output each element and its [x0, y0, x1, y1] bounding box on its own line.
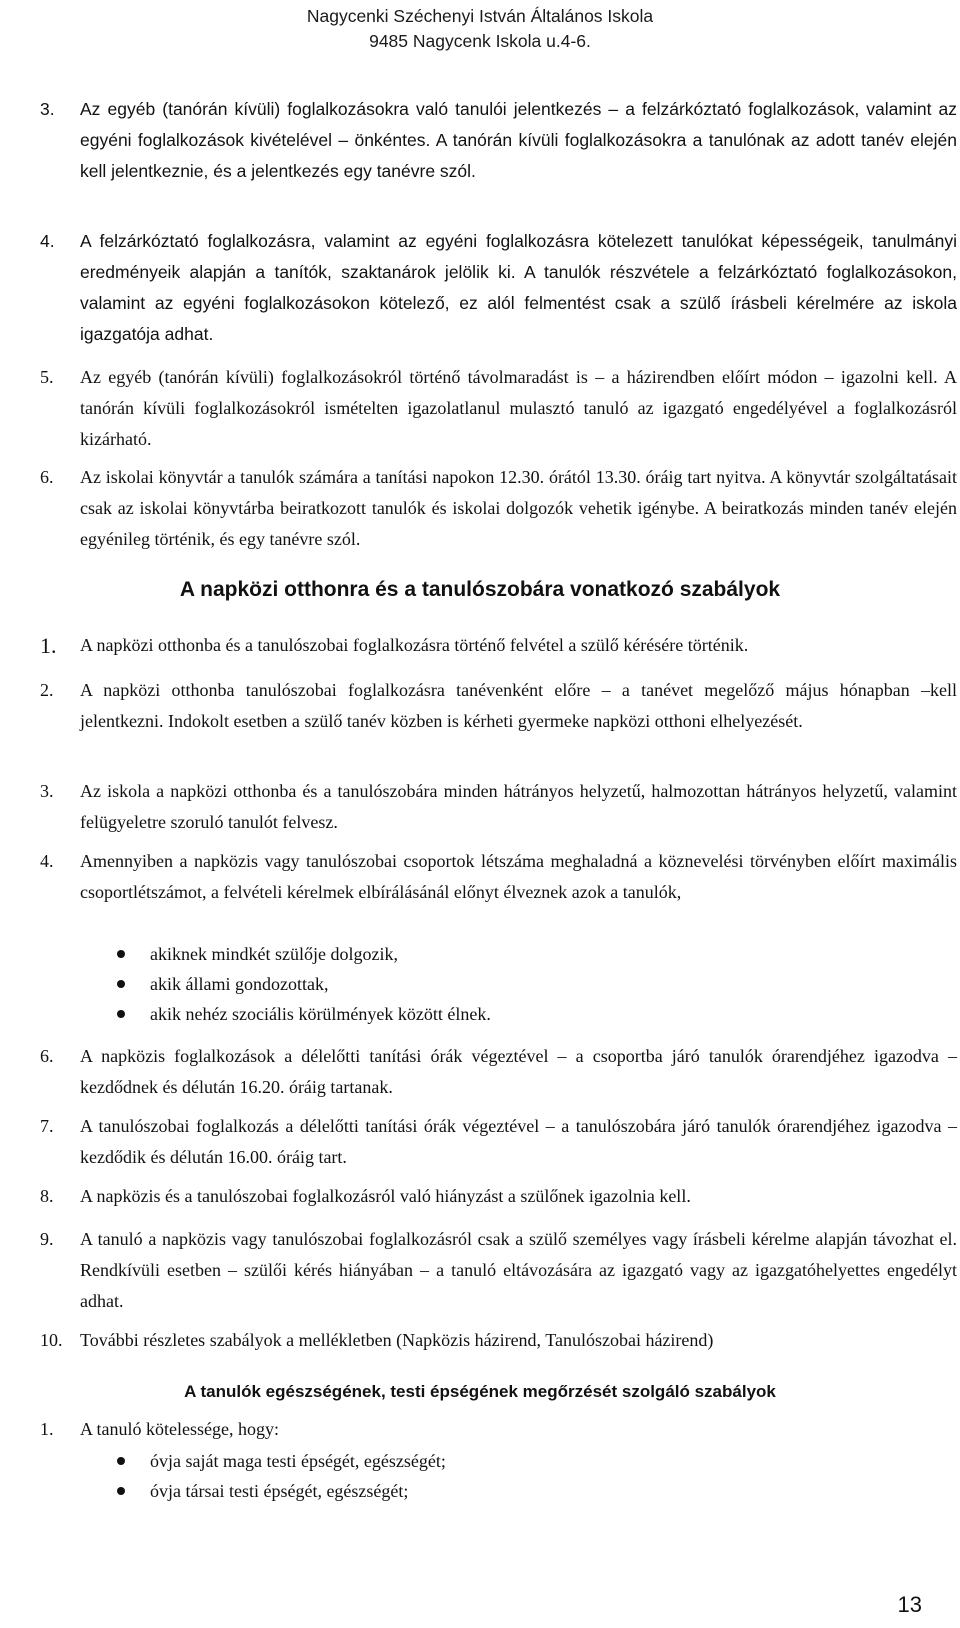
item-number: 10.	[40, 1330, 63, 1350]
item-number: 1.	[40, 633, 57, 658]
item-text: Az egyéb (tanórán kívüli) foglalkozásokra való tanulói jelentkezés – a felzárkóztató foglalkozások, valamint az egyéni foglalkozások kivételével – önkéntes. A tanórán kívüli foglalkozásokra a tanulónak az adott tanév elején kell jelentkeznie, és a jelentkezés egy tanévre szól.	[80, 99, 957, 181]
section-heading: A tanulók egészségének, testi épségének megőrzését szolgáló szabályok	[184, 1382, 776, 1401]
item-number: 1.	[40, 1419, 54, 1439]
item-text: További részletes szabályok a mellékletben (Napközis házirend, Tanulószobai házirend)	[80, 1330, 714, 1350]
section-heading: A napközi otthonra és a tanulószobára vonatkozó szabályok	[179, 578, 781, 601]
bullet-icon	[117, 1487, 125, 1495]
item-number: 8.	[40, 1186, 54, 1206]
item-number: 6.	[40, 467, 54, 487]
item-text: A tanuló kötelessége, hogy:	[80, 1419, 279, 1439]
bullet-icon	[117, 980, 125, 988]
school-name: Nagycenki Széchenyi István Általános Iskola	[306, 6, 654, 26]
bullet-text: óvja saját maga testi épségét, egészségét;	[150, 1451, 446, 1471]
item-text: A tanuló a napközis vagy tanulószobai foglalkozásról csak a szülő személyes vagy írásbeli kérelme alapján távozhat el. Rendkívüli esetben – szülői kérés hiányában – a tanuló eltávozására az igazgató vagy az igazgatóhelyettes engedélyt adhat.	[80, 1229, 957, 1311]
item-text: Az iskolai könyvtár a tanulók számára a tanítási napokon 12.30. órától 13.30. óráig tart nyitva. A könyvtár szolgáltatásait csak az iskolai könyvtárba beiratkozott tanulók és iskolai dolgozók vehetik igénybe. A beiratkozás minden tanév elején egyénileg történik, és egy tanévre szól.	[80, 467, 957, 549]
item-number: 3.	[40, 781, 54, 801]
item-text: Az egyéb (tanórán kívüli) foglalkozásokról történő távolmaradást is – a házirendben előírt módon – igazolni kell. A tanórán kívüli foglalkozásokról ismételten igazolatlanul mulasztó tanuló az igazgató engedélyével a foglalkozásról kizárható.	[80, 367, 957, 449]
item-text: A napközi otthonba tanulószobai foglalkozásra tanévenként előre – a tanévet megelőző május hónapban –kell jelentkezni. Indokolt esetben a szülő tanév közben is kérheti gyermeke napközi otthoni elhelyezését.	[80, 680, 957, 731]
bullet-text: óvja társai testi épségét, egészségét;	[150, 1481, 409, 1501]
item-number: 9.	[40, 1229, 54, 1249]
item-text: A napközis foglalkozások a délelőtti tanítási órák végeztével – a csoportba járó tanulók órarendjéhez igazodva – kezdődnek és délután 16.20. óráig tartanak.	[80, 1046, 957, 1097]
item-number: 5.	[40, 367, 54, 387]
bullet-text: akik állami gondozottak,	[150, 974, 329, 994]
item-number: 6.	[40, 1046, 54, 1066]
item-number: 4.	[40, 851, 54, 871]
page-number: 13	[897, 1592, 922, 1617]
item-number: 3.	[40, 99, 55, 119]
bullet-text: akik nehéz szociális körülmények között élnek.	[150, 1004, 491, 1024]
item-text: A tanulószobai foglalkozás a délelőtti tanítási órák végeztével – a tanulószobára járó tanulók órarendjéhez igazodva – kezdődik és délután 16.00. óráig tart.	[80, 1116, 957, 1167]
item-number: 2.	[40, 680, 54, 700]
page-header	[0, 4, 960, 54]
item-text: A felzárkóztató foglalkozásra, valamint az egyéni foglalkozásra kötelezett tanulókat képességeik, tanulmányi eredményeik alapján a tanítók, szaktanárok jelölik ki. A tanulók részvétele a felzárkóztató foglalkozásokon, valamint az egyéni foglalkozásokon kötelező, ez alól felmentést csak a szülő írásbeli kérelmére az iskola igazgatója adhat.	[80, 231, 957, 344]
bullet-text: akiknek mindkét szülője dolgozik,	[150, 944, 398, 964]
item-text: Az iskola a napközi otthonba és a tanulószobára minden hátrányos helyzetű, halmozottan hátrányos helyzetű, valamint felügyeletre szoruló tanulót felvesz.	[80, 781, 957, 832]
item-text: Amennyiben a napközis vagy tanulószobai csoportok létszáma meghaladná a köznevelési törvényben előírt maximális csoportlétszámot, a felvételi kérelmek elbírálásánál előnyt élveznek azok a tanulók,	[80, 851, 957, 902]
item-number: 4.	[40, 231, 55, 251]
bullet-icon	[117, 1457, 125, 1465]
item-text: A napközis és a tanulószobai foglalkozásról való hiányzást a szülőnek igazolnia kell.	[80, 1186, 691, 1206]
item-text: A napközi otthonba és a tanulószobai foglalkozásra történő felvétel a szülő kérésére történik.	[80, 635, 749, 655]
bullet-icon	[117, 1010, 125, 1018]
school-address: 9485 Nagycenk Iskola u.4-6.	[369, 31, 591, 51]
item-number: 7.	[40, 1116, 54, 1136]
bullet-icon	[117, 950, 125, 958]
